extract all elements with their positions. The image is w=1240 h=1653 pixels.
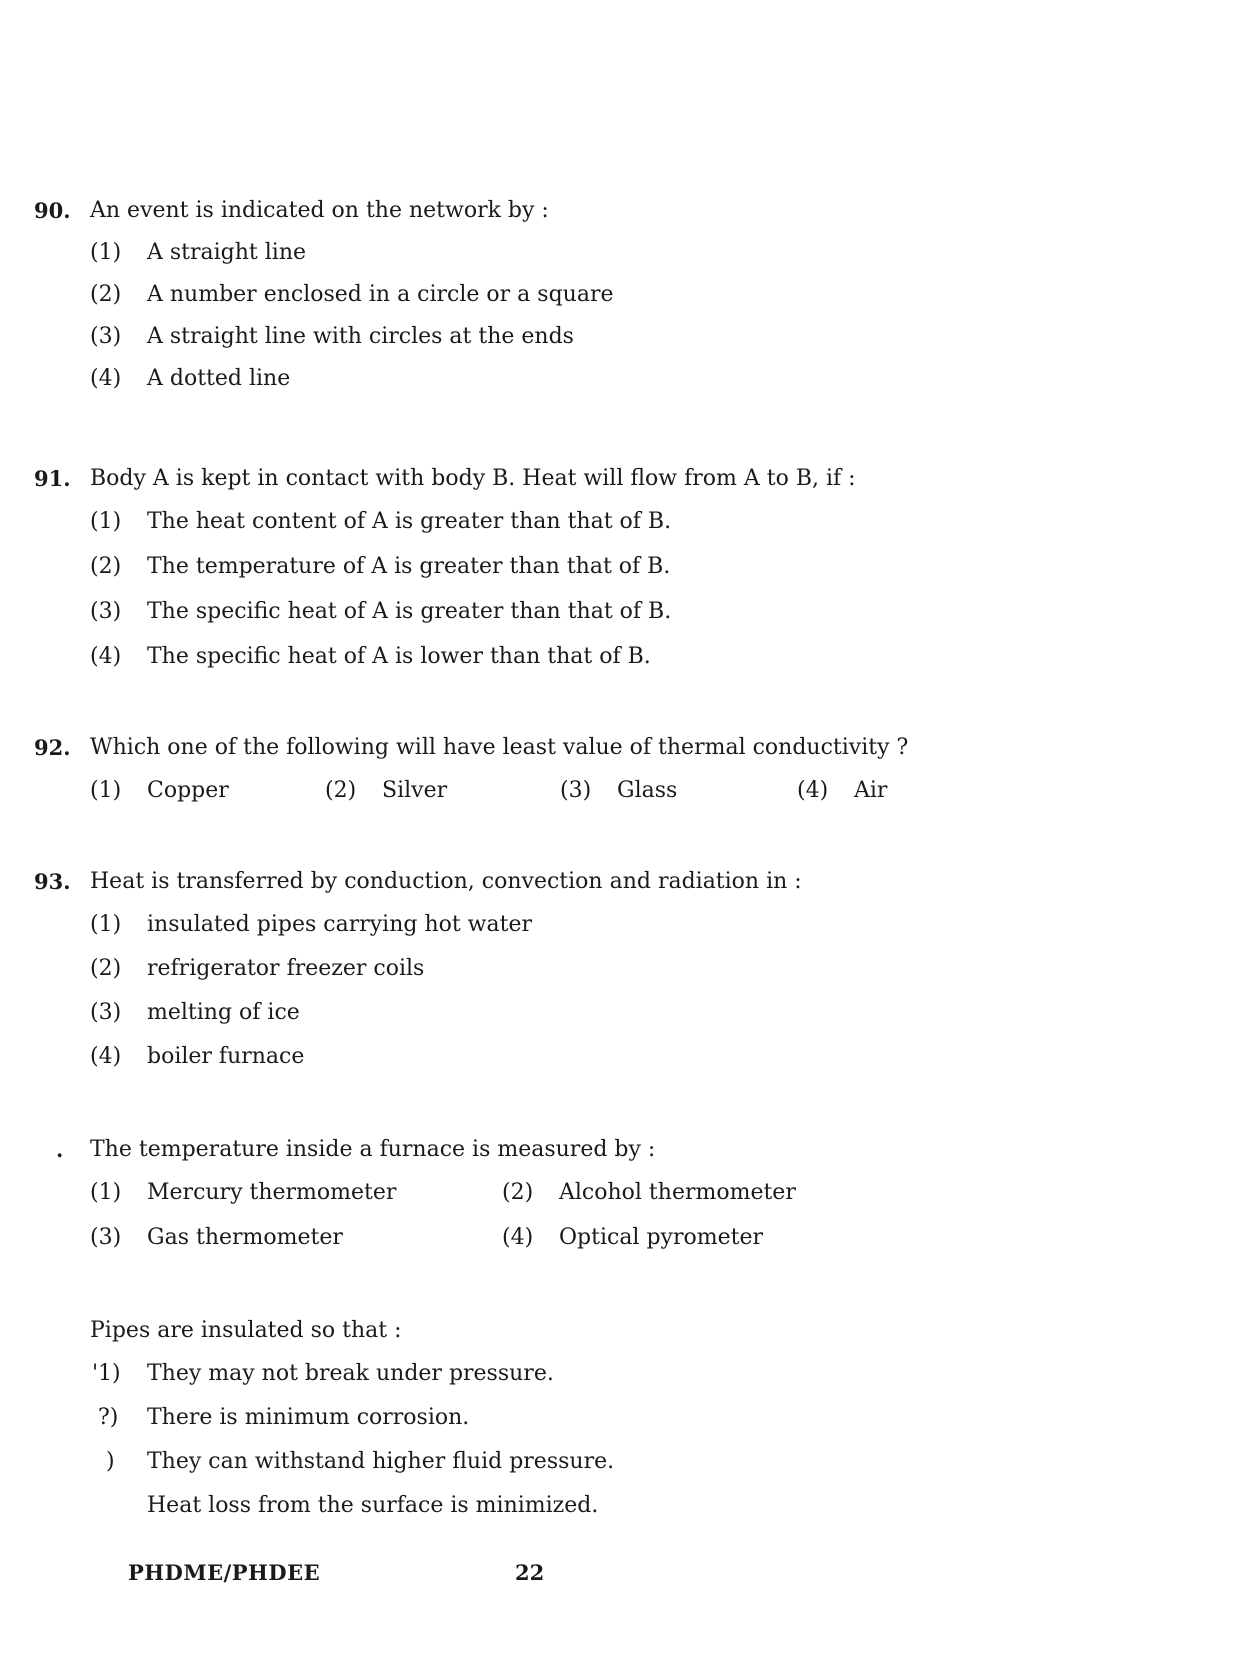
option-text: Air <box>854 778 888 803</box>
option-text: A straight line with circles at the ends <box>147 324 574 349</box>
question-number: 90. <box>34 198 71 223</box>
option-number: (4) <box>90 366 122 391</box>
question-text: Which one of the following will have least value of thermal conductivity ? <box>90 735 909 760</box>
option-number: (4) <box>90 1044 122 1069</box>
option-number: (2) <box>90 554 122 579</box>
option-number: (3) <box>560 778 592 803</box>
option-text: They can withstand higher fluid pressure. <box>147 1449 615 1474</box>
option-text: There is minimum corrosion. <box>147 1405 470 1430</box>
option-text: The specific heat of A is lower than that of B. <box>147 644 651 669</box>
option-number: (1) <box>90 240 122 265</box>
option-text: Alcohol thermometer <box>559 1180 796 1205</box>
question-text: Pipes are insulated so that : <box>90 1318 402 1343</box>
option-text: They may not break under pressure. <box>147 1361 554 1386</box>
option-number: (2) <box>90 956 122 981</box>
option-text: The heat content of A is greater than that of B. <box>147 509 672 534</box>
question-text: Heat is transferred by conduction, convection and radiation in : <box>90 869 802 894</box>
option-number: ?) <box>98 1405 119 1430</box>
option-number: (4) <box>502 1225 534 1250</box>
option-number: ) <box>106 1449 115 1474</box>
option-number: (2) <box>502 1180 534 1205</box>
option-number: (3) <box>90 324 122 349</box>
option-number: (1) <box>90 912 122 937</box>
option-text: The specific heat of A is greater than that of B. <box>147 599 672 624</box>
option-text: insulated pipes carrying hot water <box>147 912 533 937</box>
option-number: '1) <box>92 1361 121 1386</box>
option-text: boiler furnace <box>147 1044 305 1069</box>
option-text: Copper <box>147 778 229 803</box>
option-text: A dotted line <box>147 366 291 391</box>
option-text: Heat loss from the surface is minimized. <box>147 1493 599 1518</box>
question-number: . <box>56 1137 64 1162</box>
question-text: An event is indicated on the network by : <box>90 198 549 223</box>
option-text: A number enclosed in a circle or a square <box>147 282 614 307</box>
question-number: 91. <box>34 466 71 491</box>
option-number: (3) <box>90 599 122 624</box>
page-number: 22 <box>515 1560 545 1585</box>
question-text: Body A is kept in contact with body B. Heat will flow from A to B, if : <box>90 466 856 491</box>
option-number: (3) <box>90 1225 122 1250</box>
option-number: (1) <box>90 509 122 534</box>
question-text: The temperature inside a furnace is measured by : <box>90 1137 656 1162</box>
option-text: Gas thermometer <box>147 1225 343 1250</box>
option-number: (3) <box>90 1000 122 1025</box>
question-number: 93. <box>34 869 71 894</box>
option-text: Mercury thermometer <box>147 1180 397 1205</box>
option-number: (4) <box>797 778 829 803</box>
option-number: (2) <box>90 282 122 307</box>
option-number: (2) <box>325 778 357 803</box>
question-number: 92. <box>34 735 71 760</box>
option-number: (1) <box>90 1180 122 1205</box>
option-number: (1) <box>90 778 122 803</box>
option-text: Silver <box>382 778 448 803</box>
option-text: The temperature of A is greater than that of B. <box>147 554 671 579</box>
option-number: (4) <box>90 644 122 669</box>
paper-code: PHDME/PHDEE <box>128 1560 321 1585</box>
option-text: Glass <box>617 778 678 803</box>
option-text: melting of ice <box>147 1000 300 1025</box>
option-text: A straight line <box>147 240 307 265</box>
option-text: Optical pyrometer <box>559 1225 763 1250</box>
option-text: refrigerator freezer coils <box>147 956 425 981</box>
